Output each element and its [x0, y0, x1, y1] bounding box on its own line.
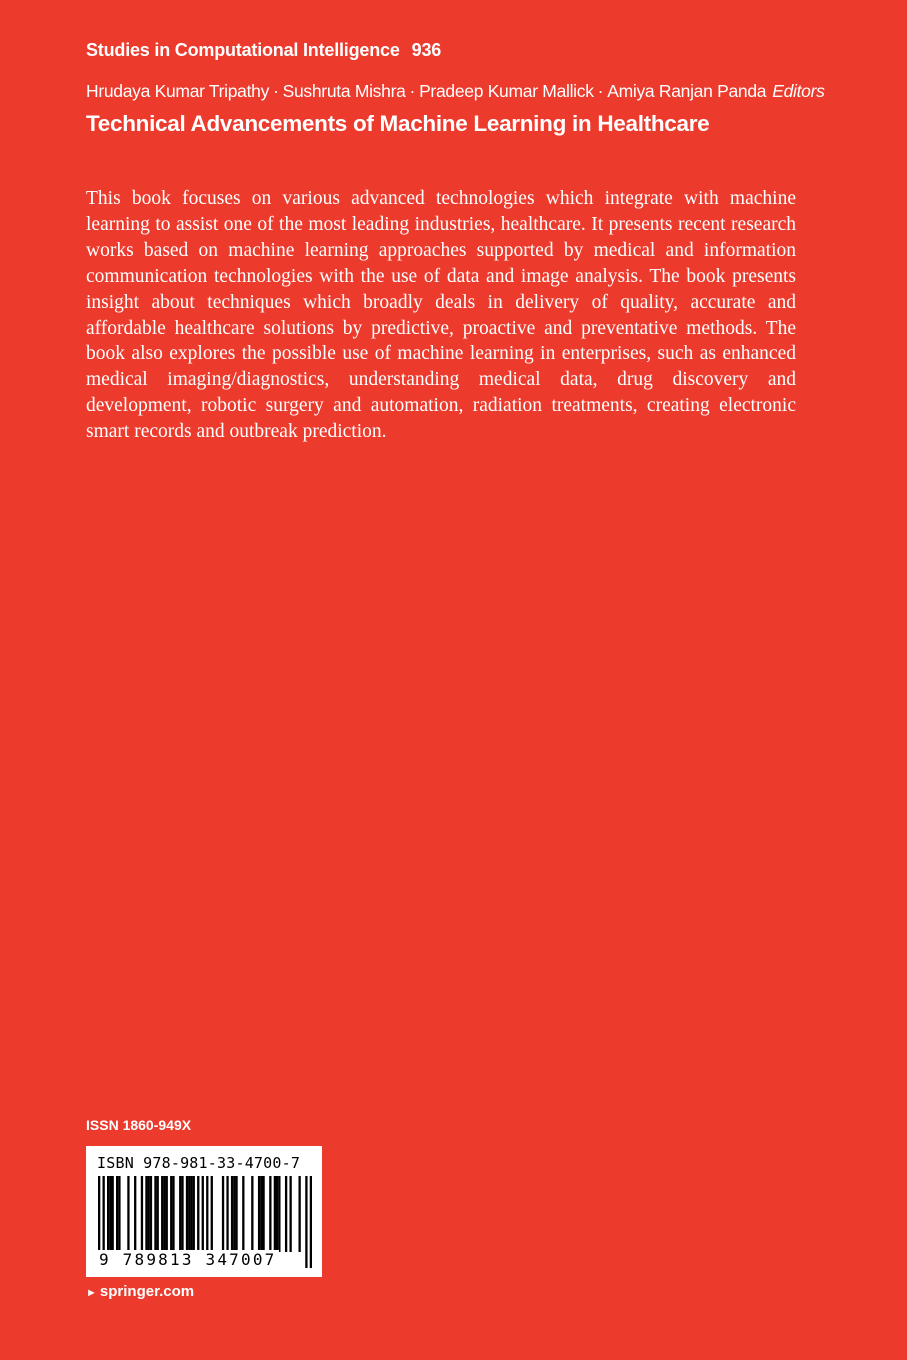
barcode-bar: [161, 1176, 163, 1252]
barcode-bar: [107, 1176, 109, 1252]
barcode-bar: [193, 1176, 195, 1252]
barcode-bar: [235, 1176, 237, 1252]
editor-separator: ·: [597, 81, 604, 101]
barcode-bar: [157, 1176, 159, 1252]
barcode-bar: [310, 1176, 312, 1268]
barcode-bar: [251, 1176, 253, 1252]
barcode-bar: [112, 1176, 114, 1252]
editors-role: Editors: [772, 81, 825, 101]
barcode-bar: [181, 1176, 183, 1252]
barcode-bar: [188, 1176, 190, 1252]
barcode-bar: [166, 1176, 168, 1252]
isbn-label: ISBN 978-981-33-4700-7: [97, 1154, 301, 1172]
editor-name: Pradeep Kumar Mallick: [419, 81, 594, 101]
barcode-bar: [163, 1176, 165, 1252]
barcode-bar: [274, 1176, 276, 1252]
editors-line: [86, 81, 825, 102]
barcode-bar: [242, 1176, 244, 1252]
book-title: Technical Advancements of Machine Learning in Healthcare: [86, 111, 710, 136]
barcode-bar: [141, 1176, 143, 1252]
barcode-bar: [134, 1176, 136, 1252]
barcode-bar: [262, 1176, 264, 1252]
series-name: Studies in Computational Intelligence: [86, 40, 400, 60]
barcode-bar: [226, 1176, 228, 1252]
barcode-bar: [197, 1176, 199, 1252]
barcode-bar: [305, 1176, 307, 1268]
barcode-bar: [231, 1176, 233, 1252]
editor-separator: ·: [273, 81, 279, 101]
barcode-bar: [150, 1176, 152, 1252]
barcode-digits: 9 789813 347007: [99, 1250, 277, 1269]
barcode-bar: [154, 1176, 156, 1252]
barcode-bar: [222, 1176, 224, 1252]
editor-name: Sushruta Mishra: [282, 81, 406, 101]
barcode-bar: [258, 1176, 260, 1252]
barcode-bar: [179, 1176, 181, 1252]
editor-separator: ·: [409, 81, 416, 101]
publisher-website: [86, 1283, 194, 1300]
series-number: 936: [411, 40, 442, 60]
editor-name: Amiya Ranjan Panda: [607, 81, 767, 101]
barcode-bar: [278, 1176, 280, 1252]
barcode-bar: [276, 1176, 278, 1252]
barcode-bar: [170, 1176, 172, 1252]
barcode-bar: [148, 1176, 150, 1252]
isbn-barcode: [86, 1146, 322, 1277]
barcode-bar: [186, 1176, 188, 1252]
barcode-bar: [269, 1176, 271, 1252]
barcode-bar: [233, 1176, 235, 1252]
barcode-bar: [118, 1176, 120, 1252]
arrow-right-icon: ►: [86, 1287, 97, 1299]
issn-label: ISSN 1860-949X: [86, 1117, 192, 1133]
barcode-bar: [127, 1176, 129, 1252]
barcode-bar: [109, 1176, 111, 1252]
barcode-bar: [285, 1176, 287, 1252]
series-line: [86, 40, 441, 61]
barcode-bar: [211, 1176, 213, 1252]
barcode-bar: [289, 1176, 291, 1252]
website-url: springer.com: [99, 1283, 195, 1300]
barcode-bar: [260, 1176, 262, 1252]
barcode-bar: [172, 1176, 174, 1252]
barcode-bar: [145, 1176, 147, 1252]
editor-name: Hrudaya Kumar Tripathy: [86, 81, 270, 101]
book-description: This book focuses on various advanced technologies which integrate with machine learning to assist one of the most leading industries, healthcare. It presents recent research works based on machine learning approaches supported by medical and information communication technologies with the use of data and image analysis. The book presents insight about techniques which broadly deals in delivery of quality, accurate and affordable healthcare solutions by predictive, proactive and preventative methods. The book also explores the possible use of machine learning in enterprises, such as enhanced medical imaging/diagnostics, understanding medical data, drug discovery and development, robotic surgery and automation, radiation treatments, creating electronic smart records and outbreak prediction.: [86, 188, 796, 443]
barcode-bar: [190, 1176, 192, 1252]
barcode-bar: [298, 1176, 300, 1252]
barcode-bar: [116, 1176, 118, 1252]
